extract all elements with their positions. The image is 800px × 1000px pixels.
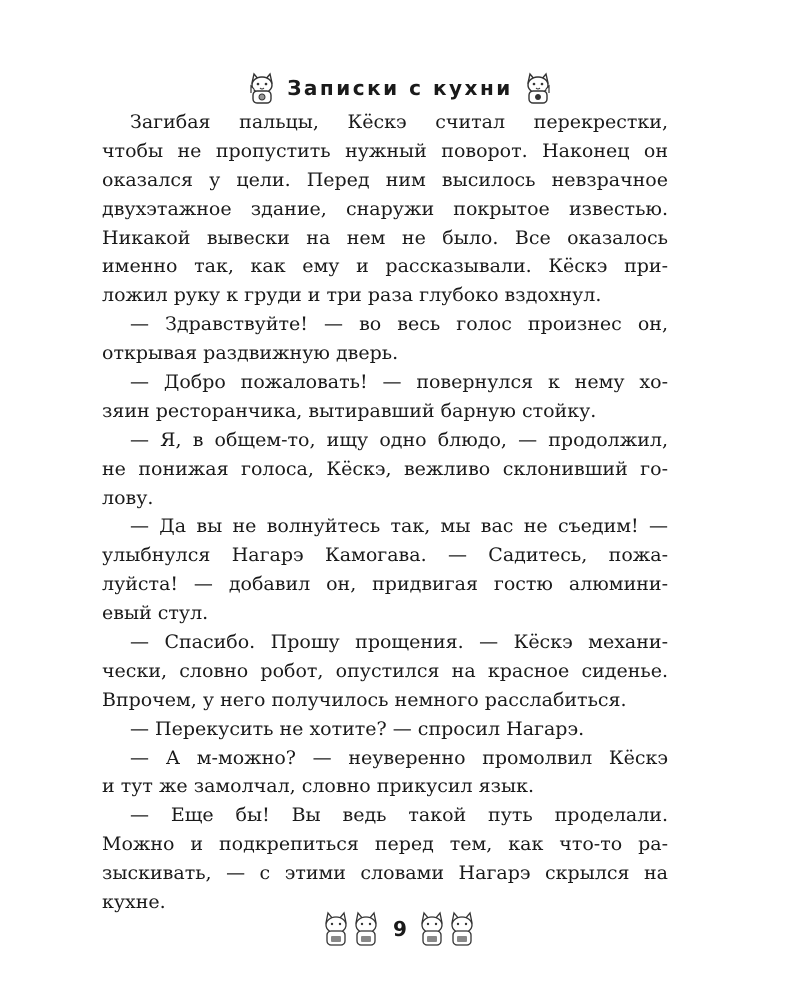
text-line: Загибая пальцы, Кёскэ считал перекрестки, (130, 111, 668, 133)
text-line: зяин ресторанчика, вытиравший барную стойку. (102, 399, 597, 422)
text-line: — Спасибо. Прошу прощения. — Кёскэ механи- (130, 631, 668, 654)
text-line: — Еще бы! Вы ведь такой путь проделали. (130, 804, 668, 827)
text-line: Никакой вывески на нем не было. Все оказалось (102, 226, 668, 249)
text-line: — Перекусить не хотите? — спросил Нагарэ. (130, 717, 585, 740)
text-line: улыбнулся Нагарэ Камогава. — Садитесь, пожа- (102, 544, 668, 567)
text-line: луйста! — добавил он, придвигая гостю алюмини- (102, 573, 668, 596)
text-line: оказался у цели. Перед ним высилось невзрачное (102, 168, 668, 191)
text-line: — Да вы не волнуйтесь так, мы вас не съедим! — (130, 515, 668, 538)
lucky-cat-icon (523, 71, 553, 105)
header-title: Записки с кухни (287, 76, 513, 100)
text-line: — А м-можно? — неуверенно промолвил Кёскэ (130, 746, 668, 769)
text-line: и тут же замолчал, словно прикусил язык. (102, 775, 535, 798)
text-line: — Добро пожаловать! — повернулся к нему хо- (130, 371, 668, 394)
running-header (0, 64, 800, 112)
text-line: двухэтажное здание, снаружи покрытое известью. (102, 197, 668, 220)
text-line: — Здравствуйте! — во весь голос произнес он, (130, 313, 668, 336)
lucky-cat-icon (247, 71, 277, 105)
text-line: — Я, в общем-то, ищу одно блюдо, — продолжил, (130, 428, 668, 451)
text-line: евый стул. (102, 602, 209, 625)
text-line: открывая раздвижную дверь. (102, 342, 399, 365)
page-footer (0, 904, 800, 954)
text-line: кухне. (102, 891, 166, 914)
text-line: лову. (102, 486, 154, 509)
cats-icon (323, 909, 381, 949)
text-line: чтобы не пропустить нужный поворот. Наконец он (102, 139, 668, 162)
text-line: Можно и подкрепиться перед тем, как что-то ра- (102, 833, 668, 856)
text-line: ложил руку к груди и три раза глубоко вздохнул. (102, 284, 602, 307)
text-line: зыскивать, — с этими словами Нагарэ скрылся на (102, 862, 668, 885)
body-text (102, 108, 668, 917)
text-line: чески, словно робот, опустился на красное сиденье. (102, 659, 668, 682)
cats-icon (419, 909, 477, 949)
text-line: именно так, как ему и рассказывали. Кёскэ при- (102, 255, 668, 278)
page-number: 9 (393, 917, 407, 941)
text-line: Впрочем, у него получилось немного расслабиться. (102, 688, 627, 711)
text-line: не понижая голоса, Кёскэ, вежливо склонивший го- (102, 457, 668, 480)
